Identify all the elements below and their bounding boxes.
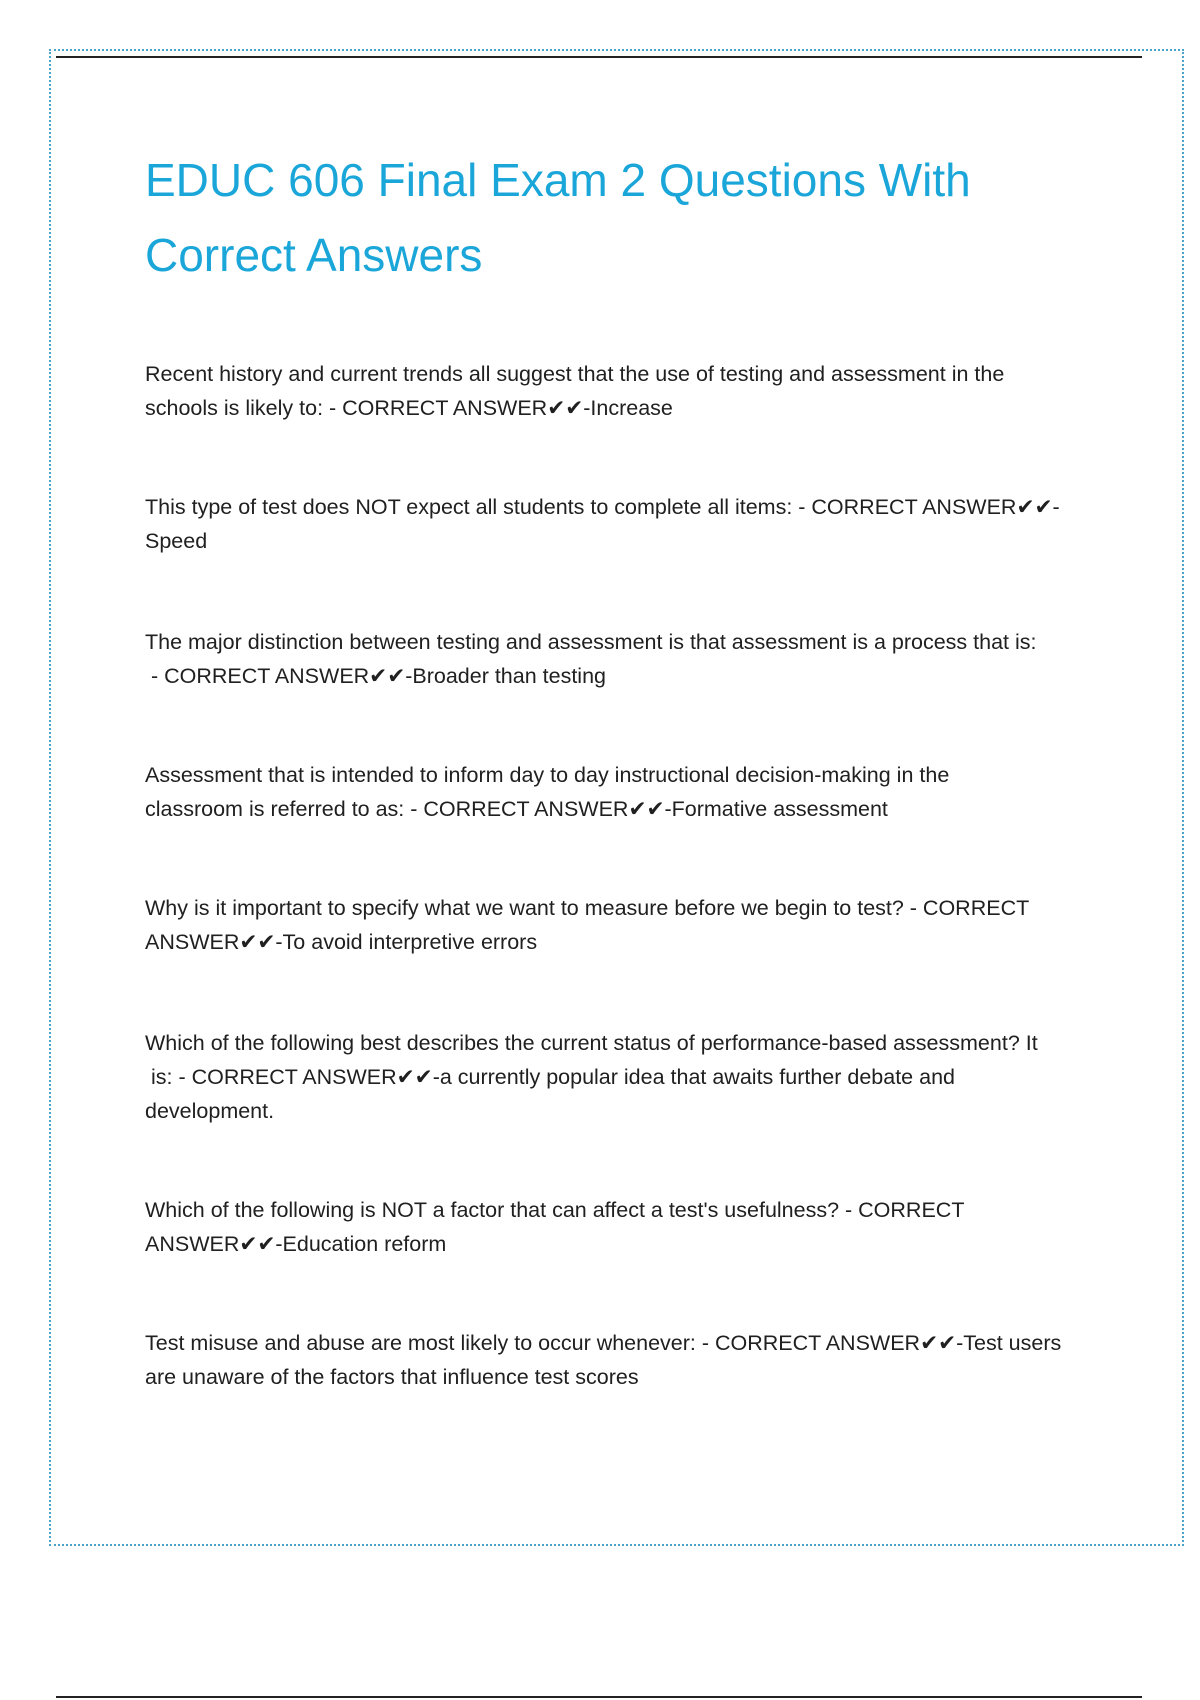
qa-item-6: [145, 1026, 1095, 1128]
qa-item-8-line-1: Test misuse and abuse are most likely to occur whenever: - CORRECT ANSWER✔✔-Test users: [145, 1331, 1062, 1355]
qa-item-8-line-2: are unaware of the factors that influence test scores: [145, 1365, 639, 1389]
qa-item-2-line-2: Speed: [145, 529, 208, 553]
qa-item-8: [145, 1326, 1095, 1394]
qa-item-1-line-1: Recent history and current trends all suggest that the use of testing and assessment in the: [145, 362, 1005, 386]
qa-item-4-line-2: classroom is referred to as: - CORRECT ANSWER✔✔-Formative assessment: [145, 797, 888, 821]
qa-item-6-line-2: is: - CORRECT ANSWER✔✔-a currently popular idea that awaits further debate and: [145, 1065, 955, 1089]
document-title-line-1: EDUC 606 Final Exam 2 Questions With: [145, 154, 971, 206]
qa-item-1-line-2: schools is likely to: - CORRECT ANSWER✔✔-Increase: [145, 396, 673, 420]
qa-item-4: [145, 758, 1095, 826]
qa-item-6-line-3: development.: [145, 1099, 275, 1123]
qa-item-7-line-2: ANSWER✔✔-Education reform: [145, 1232, 447, 1256]
qa-item-5: [145, 891, 1095, 959]
qa-item-4-line-1: Assessment that is intended to inform day to day instructional decision-making in the: [145, 763, 950, 787]
qa-item-2-line-1: This type of test does NOT expect all students to complete all items: - CORRECT ANSWER✔✔-: [145, 495, 1060, 519]
qa-item-1: [145, 357, 1095, 425]
document-title-line-2: Correct Answers: [145, 229, 483, 281]
qa-item-2: [145, 490, 1095, 558]
qa-item-5-line-1: Why is it important to specify what we want to measure before we begin to test? - CORRECT: [145, 896, 1030, 920]
qa-item-3-line-2: - CORRECT ANSWER✔✔-Broader than testing: [145, 664, 607, 688]
footer-rule: [56, 1696, 1142, 1698]
qa-item-7: [145, 1193, 1095, 1261]
qa-item-5-line-2: ANSWER✔✔-To avoid interpretive errors: [145, 930, 538, 954]
qa-item-6-line-1: Which of the following best describes the current status of performance-based assessment? It: [145, 1031, 1038, 1055]
qa-item-7-line-1: Which of the following is NOT a factor that can affect a test's usefulness? - CORRECT: [145, 1198, 965, 1222]
document-title: [145, 143, 1045, 293]
qa-item-3: [145, 625, 1095, 693]
qa-item-3-line-1: The major distinction between testing and assessment is that assessment is a process that is:: [145, 630, 1037, 654]
